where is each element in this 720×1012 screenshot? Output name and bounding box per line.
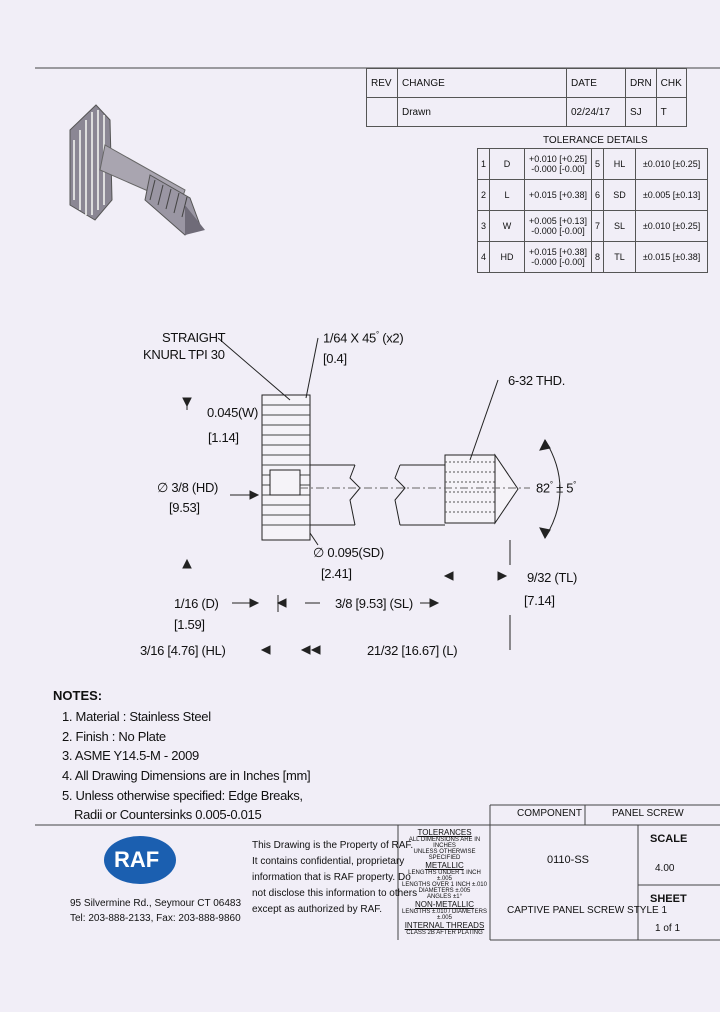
- part-number: 0110-SS: [547, 854, 589, 866]
- diameter-symbol: ∅: [157, 480, 169, 495]
- tol-num: 2: [478, 180, 490, 211]
- sl-dim: 3/8 [9.53] (SL): [335, 596, 413, 611]
- table-row: [478, 149, 708, 180]
- company-address: 95 Silvermine Rd., Seymour CT 06483: [70, 898, 242, 909]
- tolerances-line: ANGLES ±1°: [426, 894, 463, 900]
- tol-value: ±0.010 [±0.25]: [636, 211, 708, 242]
- tolerances-line: LENGTHS OVER 1 INCH ±.010: [402, 882, 487, 888]
- head-diameter-dim: 3/8 (HD): [171, 480, 219, 495]
- thread-label: 6-32 THD.: [508, 373, 566, 388]
- degree-symbol: °: [549, 480, 553, 489]
- tol-key: D: [490, 149, 525, 180]
- knurl-label: STRAIGHT: [162, 330, 226, 345]
- tolerances-box: [402, 828, 487, 936]
- change-value: Drawn: [398, 98, 567, 127]
- internal-threads-title: INTERNAL THREADS: [404, 921, 485, 930]
- company-phone: Tel: 203-888-2133, Fax: 203-888-9860: [70, 913, 241, 924]
- component-label: COMPONENT: [517, 808, 582, 819]
- part-3d-view: [70, 105, 205, 235]
- tol-value: ±0.005 [±0.13]: [636, 180, 708, 211]
- metallic-title: METALLIC: [425, 861, 464, 870]
- table-row: [478, 211, 708, 242]
- non-metallic-title: NON-METALLIC: [415, 900, 474, 909]
- tolerances-line: CLASS 2B AFTER PLATING: [406, 930, 483, 936]
- tol-key: HL: [604, 149, 636, 180]
- confidential-text: It contains confidential, proprietary: [252, 856, 405, 867]
- hl-dim: 3/16 [4.76] (HL): [140, 643, 226, 658]
- angle-dim: 82: [536, 480, 550, 496]
- date-header: DATE: [567, 69, 626, 98]
- scale-value: 4.00: [655, 863, 675, 874]
- l-dim: 21/32 [16.67] (L): [367, 643, 458, 658]
- tol-value: -0.000 [-0.00]: [531, 257, 585, 267]
- change-header: CHANGE: [398, 69, 567, 98]
- tol-value: ±0.015 [±0.38]: [636, 242, 708, 273]
- confidential-text: information that is RAF property. Do: [252, 872, 411, 883]
- tol-num: 6: [592, 180, 604, 211]
- tol-num: 7: [592, 211, 604, 242]
- tol-value: -0.000 [-0.00]: [531, 164, 585, 174]
- tolerances-line: LENGTHS UNDER 1 INCH ±.005: [408, 870, 481, 882]
- tol-key: SL: [604, 211, 636, 242]
- chk-value: T: [656, 98, 686, 127]
- chamfer-qty: (x2): [382, 330, 404, 346]
- tol-value: +0.005 [+0.13]: [528, 216, 588, 226]
- tolerances-line: LENGTHS ±.010 / DIAMETERS ±.005: [402, 909, 487, 921]
- tol-num: 3: [478, 211, 490, 242]
- tolerances-line: DIAMETERS ±.005: [418, 888, 471, 894]
- tol-value: +0.015 [+0.38]: [528, 247, 588, 257]
- shank-diameter-dim: 0.095(SD): [327, 545, 384, 560]
- confidential-text: This Drawing is the Property of RAF.: [252, 840, 414, 851]
- tol-key: W: [490, 211, 525, 242]
- tol-num: 1: [478, 149, 490, 180]
- angle-tolerance: ± 5: [556, 480, 574, 496]
- note-item: 1. Material : Stainless Steel: [62, 709, 211, 724]
- tol-num: 5: [592, 149, 604, 180]
- confidential-text: not disclose this information to others: [252, 888, 418, 899]
- confidential-text: except as authorized by RAF.: [252, 904, 383, 915]
- degree-symbol: °: [375, 330, 379, 339]
- rev-header: REV: [367, 69, 398, 98]
- tol-value: +0.010 [+0.25]: [528, 154, 588, 164]
- diameter-symbol: ∅: [313, 545, 325, 560]
- thread-length-dim-mm: [7.14]: [524, 593, 555, 608]
- table-row: [478, 242, 708, 273]
- tol-key: SD: [604, 180, 636, 211]
- sheet-value: 1 of 1: [655, 923, 681, 934]
- note-item: 5. Unless otherwise specified: Edge Breaks,: [62, 788, 303, 803]
- tol-value: ±0.010 [±0.25]: [636, 149, 708, 180]
- table-row: [478, 180, 708, 211]
- note-item: 2. Finish : No Plate: [62, 729, 166, 744]
- revision-table: [366, 68, 687, 127]
- tolerance-table: [477, 148, 708, 273]
- width-dim: 0.045(W): [207, 405, 259, 420]
- company-logo: RAF: [114, 847, 160, 872]
- d-dim: 1/16 (D): [174, 596, 219, 611]
- part-description: CAPTIVE PANEL SCREW STYLE 1: [507, 905, 668, 916]
- head-diameter-dim-mm: [9.53]: [169, 500, 200, 515]
- sheet-label: SHEET: [650, 893, 687, 905]
- shank-diameter-dim-mm: [2.41]: [321, 566, 352, 581]
- tol-value: -0.000 [-0.00]: [531, 226, 585, 236]
- note-item: Radii or Countersinks 0.005-0.015: [74, 807, 262, 822]
- component-value: PANEL SCREW: [612, 808, 684, 819]
- scale-label: SCALE: [650, 833, 688, 845]
- width-dim-mm: [1.14]: [208, 430, 239, 445]
- tol-value: +0.015 [+0.38]: [528, 190, 588, 200]
- notes-title: NOTES:: [53, 688, 103, 703]
- knurl-label: KNURL TPI 30: [143, 347, 225, 362]
- date-value: 02/24/17: [567, 98, 626, 127]
- tol-key: L: [490, 180, 525, 211]
- tolerance-title: TOLERANCE DETAILS: [543, 135, 648, 146]
- rev-value: [367, 98, 398, 127]
- tol-num: 8: [592, 242, 604, 273]
- note-item: 3. ASME Y14.5-M - 2009: [62, 748, 199, 763]
- drn-value: SJ: [626, 98, 657, 127]
- tol-num: 4: [478, 242, 490, 273]
- tolerances-line: UNLESS OTHERWISE SPECIFIED: [413, 849, 476, 861]
- chamfer-mm: [0.4]: [323, 351, 347, 366]
- note-item: 4. All Drawing Dimensions are in Inches [mm]: [62, 768, 311, 783]
- drn-header: DRN: [626, 69, 657, 98]
- tolerances-line: ALL DIMENSIONS ARE IN INCHES: [408, 837, 481, 849]
- tol-key: HD: [490, 242, 525, 273]
- chamfer-label: 1/64 X 45: [323, 330, 376, 346]
- d-dim-mm: [1.59]: [174, 617, 205, 632]
- tol-key: TL: [604, 242, 636, 273]
- tolerances-title: TOLERANCES: [417, 828, 472, 837]
- degree-symbol: °: [573, 480, 577, 489]
- chk-header: CHK: [656, 69, 686, 98]
- thread-length-dim: 9/32 (TL): [527, 570, 578, 585]
